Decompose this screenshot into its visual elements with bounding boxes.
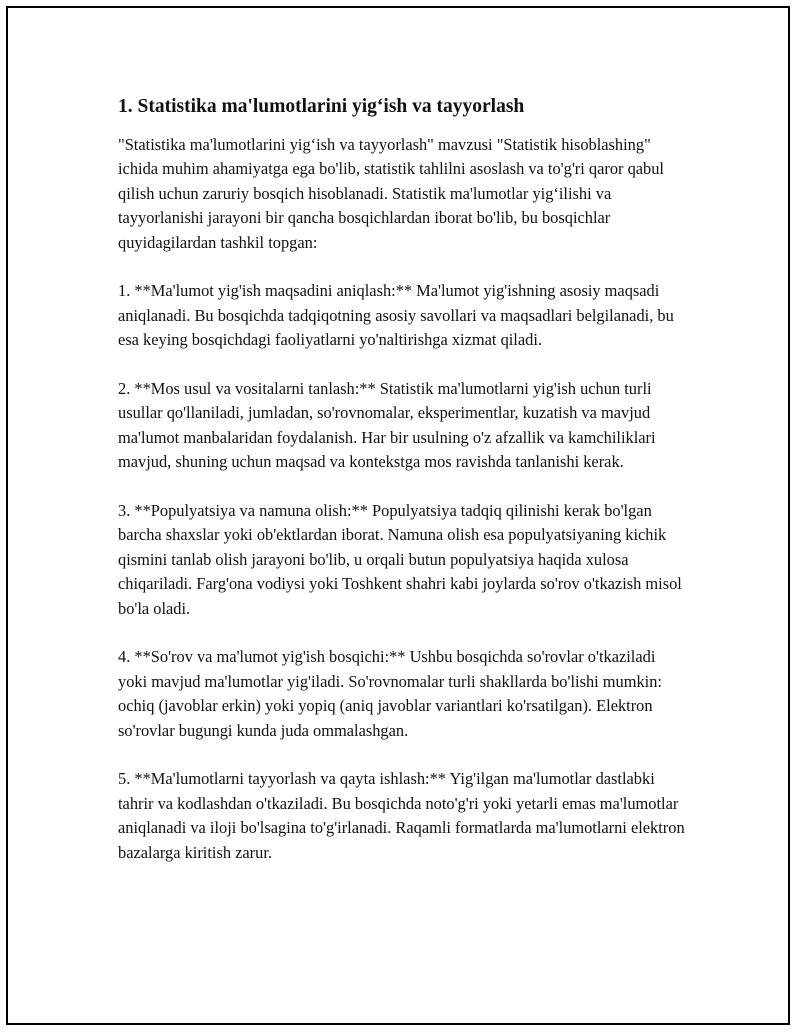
step-1-paragraph: 1. **Ma'lumot yig'ish maqsadini aniqlash:** Ma'lumot yig'ishning asosiy maqsadi aniqlanadi. Bu bosqichda tadqiqotning asosiy savollari va maqsadlari belgilanadi, bu esa keying bosqichdagi faoliyatlarni yo'naltirishga xizmat qiladi.: [118, 281, 674, 350]
document-body: [118, 94, 688, 890]
step-5-paragraph: 5. **Ma'lumotlarni tayyorlash va qayta ishlash:** Yig'ilgan ma'lumotlar dastlabki tahrir va kodlashdan o'tkaziladi. Bu bosqichda noto'g'ri yoki yetarli emas ma'lumotlar aniqlanadi va iloji bo'lsagina to'g'irlanadi. Raqamli formatlarda ma'lumotlarni elektron bazalarga kiritish zarur.: [118, 769, 685, 862]
intro-paragraph: "Statistika ma'lumotlarini yig‘ish va tayyorlash" mavzusi "Statistik hisoblashing" ichida muhim ahamiyatga ega bo'lib, statistik tahlilni asoslash va to'g'ri qaror qabul qilish uchun zaruriy bosqich hisoblanadi. Statistik ma'lumotlar yig‘ilishi va tayyorlanishi jarayoni bir qancha bosqichlardan iborat bo'lib, bu bosqichlar quyidagilardan tashkil topgan:: [118, 135, 664, 252]
section-heading: 1. Statistika ma'lumotlarini yig‘ish va tayyorlash: [118, 96, 525, 117]
step-4-paragraph: 4. **So'rov va ma'lumot yig'ish bosqichi:** Ushbu bosqichda so'rovlar o'tkaziladi yoki mavjud ma'lumotlar yig'iladi. So'rovnomalar turli shakllarda bo'lishi mumkin: ochiq (javoblar erkin) yoki yopiq (aniq javoblar variantlari ko'rsatilgan). Elektron so'rovlar bugungi kunda juda ommalashgan.: [118, 647, 662, 740]
step-3-paragraph: 3. **Populyatsiya va namuna olish:** Populyatsiya tadqiq qilinishi kerak bo'lgan barcha shaxslar yoki ob'ektlardan iborat. Namuna olish esa populyatsiyaning kichik qismini tanlab olish jarayoni bo'lib, u orqali butun populyatsiya haqida xulosa chiqariladi. Farg'ona vodiysi yoki Toshkent shahri kabi joylarda so'rov o'tkazish misol bo'la oladi.: [118, 501, 682, 618]
step-2-paragraph: 2. **Mos usul va vositalarni tanlash:** Statistik ma'lumotlarni yig'ish uchun turli usullar qo'llaniladi, jumladan, so'rovnomalar, eksperimentlar, kuzatish va mavjud ma'lumot manbalaridan foydalanish. Har bir usulning o'z afzallik va kamchiliklari mavjud, shuning uchun maqsad va kontekstga mos ravishda tanlanishi kerak.: [118, 379, 656, 472]
